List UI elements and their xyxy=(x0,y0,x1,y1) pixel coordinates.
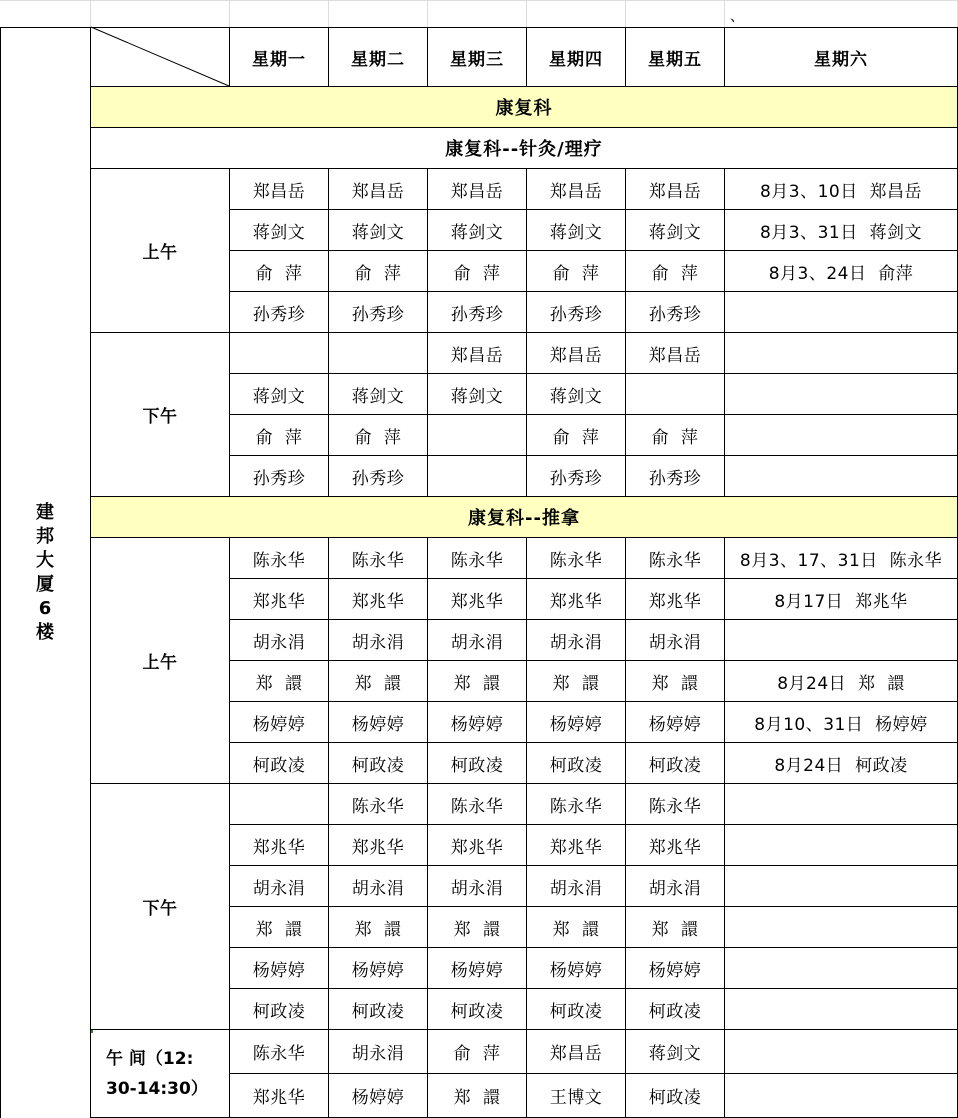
doctor-cell: 杨婷婷 xyxy=(252,960,306,981)
doctor-cell: 郑 譞 xyxy=(651,673,699,694)
noon-doctor-cell: 郑 譞 xyxy=(453,1088,501,1108)
doctor-cell: 陈永华 xyxy=(252,550,306,571)
doctor-cell: 陈永华 xyxy=(549,796,603,817)
doctor-cell: 郑兆华 xyxy=(252,591,306,612)
sheet-gridline xyxy=(625,0,626,27)
doctor-cell xyxy=(626,374,724,414)
noon-doctor-cell: 郑昌岳 xyxy=(549,1044,603,1064)
doctor-cell xyxy=(230,333,328,373)
period-label: 上午 xyxy=(142,653,178,673)
doctor-cell: 俞 萍 xyxy=(453,263,501,284)
doctor-cell: 蒋剑文 xyxy=(450,222,504,243)
saturday-cell: 8月3、10日 郑昌岳 xyxy=(759,181,923,202)
noon-doctor-cell: 俞 萍 xyxy=(453,1044,501,1064)
section-title: 康复科--针灸/理疗 xyxy=(445,139,603,160)
table-border-left xyxy=(0,27,1,1118)
doctor-cell: 俞 萍 xyxy=(354,263,402,284)
sheet-gridline xyxy=(724,0,725,27)
saturday-cell xyxy=(725,989,957,1029)
saturday-cell xyxy=(725,415,957,455)
noon-doctor-cell: 杨婷婷 xyxy=(351,1088,405,1108)
doctor-cell: 胡永涓 xyxy=(351,632,405,653)
saturday-cell: 8月24日 郑 譞 xyxy=(777,673,905,694)
doctor-cell: 胡永涓 xyxy=(648,632,702,653)
doctor-cell: 胡永涓 xyxy=(450,878,504,899)
doctor-cell: 孙秀珍 xyxy=(450,304,504,325)
stray-mark: 、 xyxy=(730,9,744,25)
saturday-cell: 8月3、17、31日 陈永华 xyxy=(739,550,943,571)
doctor-cell: 柯政凌 xyxy=(252,755,306,776)
doctor-cell: 杨婷婷 xyxy=(648,960,702,981)
doctor-cell: 杨婷婷 xyxy=(252,714,306,735)
doctor-cell: 陈永华 xyxy=(648,796,702,817)
building-char: 厦 xyxy=(36,573,54,595)
saturday-cell xyxy=(725,825,957,865)
doctor-cell: 杨婷婷 xyxy=(549,714,603,735)
saturday-cell: 8月10、31日 杨婷婷 xyxy=(754,714,928,735)
doctor-cell: 俞 萍 xyxy=(255,263,303,284)
day-header: 星期五 xyxy=(648,49,702,70)
saturday-cell xyxy=(725,1030,957,1073)
period-label: 上午 xyxy=(142,243,178,263)
doctor-cell: 孙秀珍 xyxy=(252,304,306,325)
doctor-cell: 胡永涓 xyxy=(252,878,306,899)
doctor-cell: 胡永涓 xyxy=(648,878,702,899)
doctor-cell: 郑 譞 xyxy=(354,919,402,940)
doctor-cell xyxy=(428,415,526,455)
saturday-cell xyxy=(725,292,957,332)
doctor-cell: 蒋剑文 xyxy=(252,222,306,243)
doctor-cell: 郑兆华 xyxy=(351,837,405,858)
doctor-cell: 郑 譞 xyxy=(354,673,402,694)
doctor-cell: 柯政凌 xyxy=(450,1001,504,1022)
building-label xyxy=(0,27,90,1118)
doctor-cell: 陈永华 xyxy=(450,796,504,817)
saturday-cell xyxy=(725,456,957,496)
doctor-cell: 俞 萍 xyxy=(651,263,699,284)
doctor-cell: 胡永涓 xyxy=(252,632,306,653)
doctor-cell: 郑昌岳 xyxy=(549,181,603,202)
sheet-gridline xyxy=(328,0,329,27)
doctor-cell: 孙秀珍 xyxy=(351,468,405,489)
doctor-cell: 俞 萍 xyxy=(354,427,402,448)
noon-doctor-cell: 郑兆华 xyxy=(252,1088,306,1108)
saturday-cell xyxy=(725,907,957,947)
doctor-cell: 蒋剑文 xyxy=(549,222,603,243)
doctor-cell: 陈永华 xyxy=(351,796,405,817)
noon-doctor-cell: 王博文 xyxy=(549,1088,603,1108)
doctor-cell: 蒋剑文 xyxy=(252,386,306,407)
doctor-cell: 郑昌岳 xyxy=(450,345,504,366)
doctor-cell: 胡永涓 xyxy=(351,878,405,899)
day-header: 星期四 xyxy=(549,49,603,70)
noon-doctor-cell: 陈永华 xyxy=(252,1044,306,1064)
doctor-cell: 郑 譞 xyxy=(552,919,600,940)
doctor-cell: 柯政凌 xyxy=(450,755,504,776)
doctor-cell: 杨婷婷 xyxy=(549,960,603,981)
doctor-cell: 孙秀珍 xyxy=(351,304,405,325)
doctor-cell: 郑昌岳 xyxy=(549,345,603,366)
doctor-cell: 郑兆华 xyxy=(450,591,504,612)
saturday-cell xyxy=(725,784,957,824)
doctor-cell: 郑昌岳 xyxy=(351,181,405,202)
noon-doctor-cell: 柯政凌 xyxy=(648,1088,702,1108)
doctor-cell: 俞 萍 xyxy=(552,263,600,284)
doctor-cell: 柯政凌 xyxy=(648,755,702,776)
saturday-cell: 8月24日 柯政凌 xyxy=(774,755,908,776)
doctor-cell: 孙秀珍 xyxy=(648,468,702,489)
doctor-cell: 蒋剑文 xyxy=(450,386,504,407)
doctor-cell: 胡永涓 xyxy=(549,632,603,653)
doctor-cell xyxy=(428,456,526,496)
doctor-cell: 杨婷婷 xyxy=(648,714,702,735)
doctor-cell: 俞 萍 xyxy=(255,427,303,448)
day-header: 星期三 xyxy=(450,49,504,70)
doctor-cell: 杨婷婷 xyxy=(351,714,405,735)
building-char: 大 xyxy=(36,549,54,571)
doctor-cell: 孙秀珍 xyxy=(252,468,306,489)
doctor-cell: 郑 譞 xyxy=(453,919,501,940)
period-label: 下午 xyxy=(142,407,178,427)
doctor-cell: 郑兆华 xyxy=(450,837,504,858)
doctor-cell: 俞 萍 xyxy=(651,427,699,448)
saturday-cell xyxy=(725,620,957,660)
sheet-gridline xyxy=(0,0,958,1)
doctor-cell: 孙秀珍 xyxy=(648,304,702,325)
doctor-cell: 郑昌岳 xyxy=(252,181,306,202)
doctor-cell: 陈永华 xyxy=(351,550,405,571)
doctor-cell: 郑 譞 xyxy=(651,919,699,940)
doctor-cell: 郑昌岳 xyxy=(648,345,702,366)
doctor-cell: 郑昌岳 xyxy=(648,181,702,202)
doctor-cell: 蒋剑文 xyxy=(549,386,603,407)
doctor-cell: 郑兆华 xyxy=(648,837,702,858)
doctor-cell: 陈永华 xyxy=(549,550,603,571)
doctor-cell xyxy=(329,333,427,373)
doctor-cell: 蒋剑文 xyxy=(351,222,405,243)
sheet-gridline xyxy=(427,0,428,27)
saturday-cell xyxy=(725,1074,957,1117)
doctor-cell: 杨婷婷 xyxy=(450,714,504,735)
doctor-cell: 孙秀珍 xyxy=(549,468,603,489)
saturday-cell xyxy=(725,866,957,906)
doctor-cell: 杨婷婷 xyxy=(351,960,405,981)
noon-doctor-cell: 胡永涓 xyxy=(351,1044,405,1064)
doctor-cell: 郑兆华 xyxy=(648,591,702,612)
noon-label-line1: 午 间（12: xyxy=(106,1049,194,1069)
saturday-cell xyxy=(725,374,957,414)
sheet-gridline xyxy=(229,0,230,27)
doctor-cell: 郑兆华 xyxy=(351,591,405,612)
doctor-cell: 陈永华 xyxy=(450,550,504,571)
day-header: 星期一 xyxy=(252,49,306,70)
building-char: 建 xyxy=(36,501,54,523)
doctor-cell xyxy=(230,784,328,824)
doctor-cell: 柯政凌 xyxy=(351,755,405,776)
period-label: 下午 xyxy=(142,899,178,919)
doctor-cell: 郑兆华 xyxy=(252,837,306,858)
doctor-cell: 柯政凌 xyxy=(549,1001,603,1022)
noon-label-line2: 30-14:30） xyxy=(106,1079,208,1099)
section-title: 康复科--推拿 xyxy=(468,508,580,529)
noon-doctor-cell: 蒋剑文 xyxy=(648,1044,702,1064)
day-header: 星期二 xyxy=(351,49,405,70)
day-header: 星期六 xyxy=(814,49,868,70)
saturday-cell xyxy=(725,333,957,373)
doctor-cell: 柯政凌 xyxy=(351,1001,405,1022)
saturday-cell: 8月3、24日 俞萍 xyxy=(768,263,914,284)
doctor-cell: 柯政凌 xyxy=(648,1001,702,1022)
doctor-cell: 郑 譞 xyxy=(453,673,501,694)
doctor-cell: 柯政凌 xyxy=(252,1001,306,1022)
doctor-cell: 胡永涓 xyxy=(450,632,504,653)
doctor-cell: 柯政凌 xyxy=(549,755,603,776)
building-char: 邦 xyxy=(36,525,54,547)
saturday-cell: 8月3、31日 蒋剑文 xyxy=(759,222,923,243)
saturday-cell xyxy=(725,948,957,988)
building-char: 楼 xyxy=(36,621,54,643)
doctor-cell: 杨婷婷 xyxy=(450,960,504,981)
doctor-cell: 俞 萍 xyxy=(552,427,600,448)
building-char: 6 xyxy=(38,597,52,619)
doctor-cell: 胡永涓 xyxy=(549,878,603,899)
noon-marker xyxy=(91,1030,93,1033)
sheet-gridline xyxy=(90,0,91,27)
dept-title: 康复科 xyxy=(495,98,553,119)
doctor-cell: 孙秀珍 xyxy=(549,304,603,325)
doctor-cell: 郑 譞 xyxy=(552,673,600,694)
doctor-cell: 蒋剑文 xyxy=(648,222,702,243)
doctor-cell: 郑 譞 xyxy=(255,919,303,940)
saturday-cell: 8月17日 郑兆华 xyxy=(774,591,908,612)
sheet-gridline xyxy=(526,0,527,27)
doctor-cell: 郑 譞 xyxy=(255,673,303,694)
noon-label xyxy=(91,1030,230,1118)
doctor-cell: 郑兆华 xyxy=(549,591,603,612)
doctor-cell: 陈永华 xyxy=(648,550,702,571)
doctor-cell: 郑昌岳 xyxy=(450,181,504,202)
doctor-cell: 郑兆华 xyxy=(549,837,603,858)
doctor-cell: 蒋剑文 xyxy=(351,386,405,407)
